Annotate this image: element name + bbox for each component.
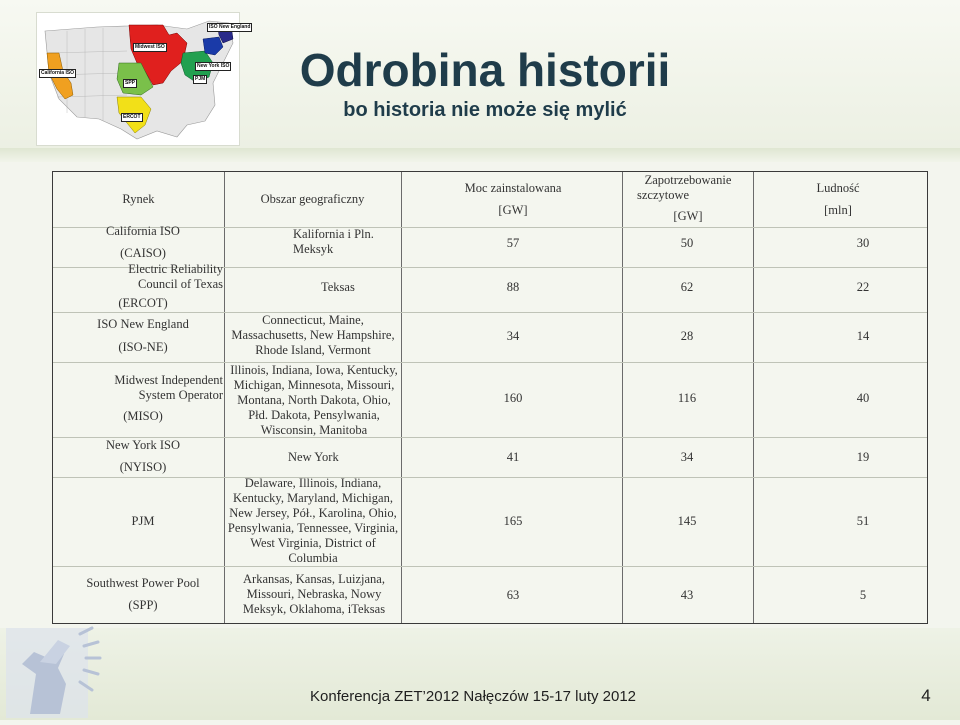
conference-logo <box>0 624 110 720</box>
capacity-value: 63 <box>506 588 520 602</box>
demand-value: 145 <box>677 514 697 528</box>
market-abbr: (MISO) <box>123 409 163 423</box>
demand-value: 34 <box>680 450 694 464</box>
market-abbr: (CAISO) <box>120 246 166 260</box>
demand-value: 50 <box>680 236 694 250</box>
market-name: PJM <box>131 514 155 528</box>
market-abbr: (SPP) <box>128 598 158 612</box>
market-abbr: (ISO-NE) <box>118 340 168 354</box>
area: Illinois, Indiana, Iowa, Kentucky, Michigan, Minnesota, Missouri, Montana, North Dakota, Ohio, Płd. Dakota, Pensylwania, Wisconsin, Manitoba <box>230 363 398 437</box>
area: Arkansas, Kansas, Luizjana, Missouri, Nebraska, Nowy Meksyk, Oklahoma, iTeksas <box>242 572 386 616</box>
us-map-graphic <box>37 13 239 145</box>
population-value: 51 <box>856 514 870 528</box>
slide-subtitle: bo historia nie może się mylić <box>343 99 627 121</box>
row-divider <box>53 566 927 567</box>
area: Kalifornia i Pln. Meksyk <box>293 227 374 256</box>
demand-value: 116 <box>677 391 697 405</box>
capacity-value: 88 <box>506 280 520 294</box>
area: Delaware, Illinois, Indiana, Kentucky, Maryland, Michigan, New Jersey, Pół., Karolina, Ohio, Pensylwania, Tennessee, Virginia, West Virginia, District of Columbia <box>227 476 399 565</box>
map-label-midwest: Midwest ISO <box>135 44 165 50</box>
population-value: 14 <box>856 329 870 343</box>
iso-markets-table <box>52 171 928 624</box>
map-label-california: California ISO <box>41 70 75 76</box>
demand-value: 43 <box>680 588 694 602</box>
population-value: 30 <box>856 236 870 250</box>
population-value: 40 <box>856 391 870 405</box>
population-value: 22 <box>856 280 870 294</box>
header-demand-unit: [GW] <box>673 209 703 223</box>
area: Connecticut, Maine, Massachusetts, New Hampshire, Rhode Island, Vermont <box>231 313 395 357</box>
map-label-iso-ne: ISO New England <box>209 24 251 30</box>
map-label-ny: New York ISO <box>197 63 230 69</box>
column-divider <box>224 172 225 623</box>
market-abbr: (NYISO) <box>119 460 167 474</box>
market-name: Midwest Independent System Operator <box>114 373 223 402</box>
header-area: Obszar geograficzny <box>260 192 365 206</box>
header-capacity-unit: [GW] <box>498 203 528 217</box>
capacity-value: 165 <box>503 514 523 528</box>
market-name: ISO New England <box>97 317 189 331</box>
area: New York <box>288 450 339 464</box>
header-market: Rynek <box>122 192 155 206</box>
slide-title: Odrobina historii <box>299 44 671 96</box>
page-number: 4 <box>921 686 931 705</box>
market-name: Southwest Power Pool <box>86 576 200 590</box>
header-capacity: Moc zainstalowana <box>464 181 562 195</box>
demand-value: 28 <box>680 329 694 343</box>
logo-graphic <box>0 624 110 720</box>
capacity-value: 57 <box>506 236 520 250</box>
capacity-value: 34 <box>506 329 520 343</box>
demand-value: 62 <box>680 280 694 294</box>
population-value: 19 <box>856 450 870 464</box>
column-divider <box>753 172 754 623</box>
column-divider <box>622 172 623 623</box>
background-bottom <box>0 628 960 720</box>
header-population: Ludność <box>816 181 860 195</box>
header-demand: Zapotrzebowanie <box>644 173 732 187</box>
market-name: New York ISO <box>106 438 180 452</box>
market-name: California ISO <box>106 224 180 238</box>
population-value: 5 <box>859 588 867 602</box>
market-abbr: (ERCOT) <box>118 296 168 310</box>
footer-text: Konferencja ZET’2012 Nałęczów 15-17 luty 2012 <box>310 688 637 705</box>
row-divider <box>53 312 927 313</box>
map-label-spp: SPP <box>125 80 136 86</box>
area: Teksas <box>321 280 355 294</box>
market-name: Electric Reliability Council of Texas <box>128 262 223 291</box>
background-band <box>0 148 960 162</box>
map-label-pjm: PJM <box>195 76 206 82</box>
capacity-value: 160 <box>503 391 523 405</box>
row-divider <box>53 362 927 363</box>
row-divider <box>53 477 927 478</box>
capacity-value: 41 <box>506 450 520 464</box>
header-population-unit: [mln] <box>824 203 852 217</box>
map-label-ercot: ERCOT <box>123 114 141 120</box>
header-demand-line2: szczytowe <box>637 188 690 202</box>
us-iso-map <box>36 12 251 146</box>
